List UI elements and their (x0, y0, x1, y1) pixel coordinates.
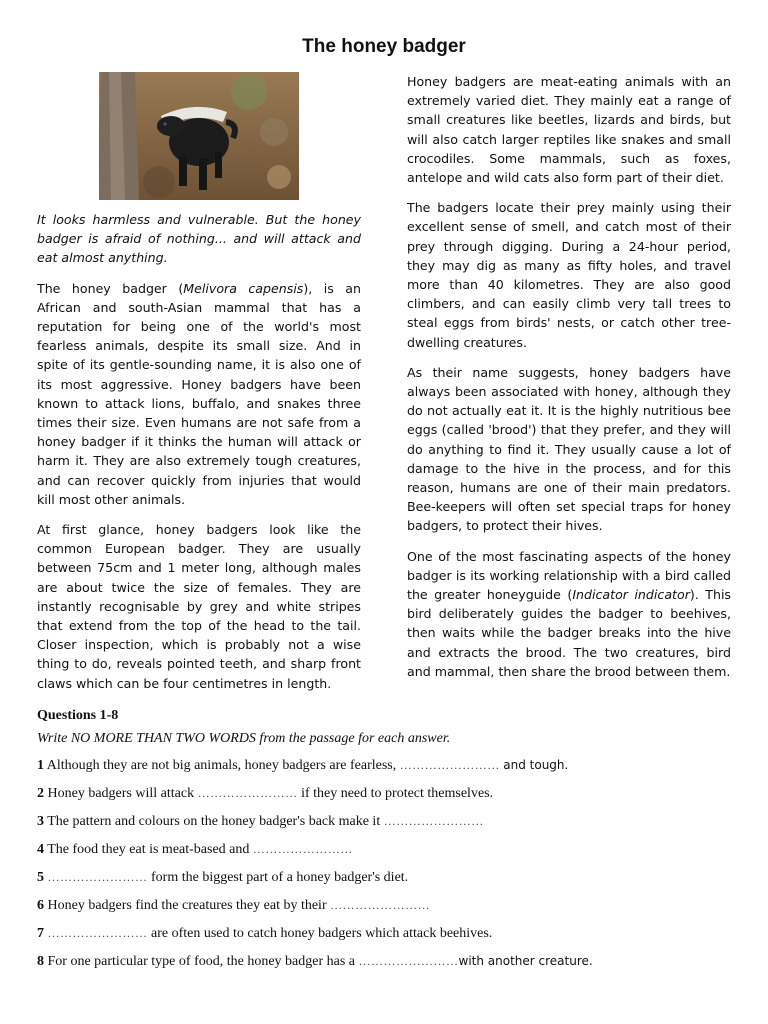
text: ), is an African and south-Asian mammal that has a reputation for being one of the world's most fearless animals, despite its small size. And in spite of its gentle-sounding name, it is also one of its most aggressive. Honey badgers have been known to attack lions, buffalo, and snakes three times their size. Even humans are not safe from a honey badger if it thinks the human will attack or harm it. They are also extremely tough creatures, and can recover quickly from injuries that would kill most other animals. (37, 280, 361, 507)
left-column (37, 210, 361, 704)
question-text: with another creature. (458, 954, 593, 968)
question-text: Honey badgers will attack (47, 786, 195, 801)
question-1 (37, 754, 737, 782)
text: One of the most fascinating aspects of the honey badger is its working relationship with a bird called the greater honeyguide ( (407, 548, 731, 603)
honey-badger-photo (99, 72, 299, 200)
question-6 (37, 894, 737, 922)
question-text: Honey badgers find the creatures they eat by their (47, 898, 327, 913)
question-8 (37, 950, 737, 978)
question-text: if they need to protect themselves. (301, 786, 494, 801)
question-text: For one particular type of food, the honey badger has a (47, 954, 356, 969)
question-5 (37, 866, 737, 894)
questions-heading: Questions 1-8 (37, 708, 119, 723)
question-7 (37, 922, 737, 950)
question-text: are often used to catch honey badgers which attack beehives. (151, 926, 493, 941)
question-number: 6 (37, 898, 44, 913)
question-number: 5 (37, 870, 44, 885)
answer-blank[interactable]: …………………… (47, 926, 148, 940)
answer-blank[interactable]: …………………… (358, 954, 459, 968)
question-number: 1 (37, 758, 44, 773)
paragraph-description (37, 279, 361, 509)
question-number: 8 (37, 954, 44, 969)
question-2 (37, 782, 737, 810)
question-number: 7 (37, 926, 44, 941)
question-number: 4 (37, 842, 44, 857)
answer-blank[interactable]: …………………… (330, 898, 431, 912)
question-number: 3 (37, 814, 44, 829)
text: ). This bird deliberately guides the badger to beehives, then waits while the badger breaks into the hive and extracts the brood. The two creatures, bird and mammal, then share the brood between them. (407, 587, 731, 679)
answer-blank[interactable]: …………………… (197, 786, 298, 800)
paragraph-hunting: The badgers locate their prey mainly using their excellent sense of smell, and catch most of their prey through digging. During a 24-hour period, they may dig as many as fifty holes, and travel more than 40 kilometres. They are also good climbers, and can easily climb very tall trees to steal eggs from birds' nests, or catch other tree-dwelling creatures. (407, 200, 731, 350)
question-text: and tough. (503, 758, 569, 772)
question-text: The food they eat is meat-based and (47, 842, 250, 857)
right-column (407, 72, 731, 692)
paragraph-appearance: At first glance, honey badgers look like the common European badger. They are usually between 75cm and 1 meter long, although males are about twice the size of females. They are instantly recognisable by grey and white stripes that extend from the top of the head to the tail. Closer inspection, which is probably not a wise thing to do, reveals pointed teeth, and sharp front claws which can be four centimetres in length. (37, 522, 361, 691)
intro-paragraph: It looks harmless and vulnerable. But the honey badger is afraid of nothing... and will attack and eat almost anything. (37, 212, 361, 266)
questions-instruction: Write NO MORE THAN TWO WORDS from the passage for each answer. (37, 731, 451, 746)
answer-blank[interactable]: …………………… (47, 870, 148, 884)
question-text: The pattern and colours on the honey badger's back make it (47, 814, 381, 829)
question-4 (37, 838, 737, 866)
question-3 (37, 810, 737, 838)
answer-blank[interactable]: …………………… (399, 758, 500, 772)
paragraph-honey: As their name suggests, honey badgers have always been associated with honey, although they do not actually eat it. It is the highly nutritious bee eggs (called 'brood') that they prefer, and they will do anything to find it. They usually cause a lot of damage to the hive in the process, and for this reason, humans are one of their main predators. Bee-keepers will often set special traps for honey badgers, to protect their hives. (407, 364, 731, 534)
latin-name: Indicator indicator (572, 587, 690, 603)
latin-name: Melivora capensis (183, 280, 304, 296)
text: The honey badger ( (37, 280, 184, 296)
question-text: form the biggest part of a honey badger's diet. (151, 870, 409, 885)
question-text: Although they are not big animals, honey badgers are fearless, (46, 758, 397, 773)
answer-blank[interactable]: …………………… (383, 814, 484, 828)
paragraph-honeyguide (407, 547, 731, 681)
question-number: 2 (37, 786, 44, 801)
answer-blank[interactable]: …………………… (252, 842, 353, 856)
paragraph-diet: Honey badgers are meat-eating animals with an extremely varied diet. They mainly eat a range of small creatures like beetles, lizards and birds, but will also catch larger reptiles like snakes and small crocodiles. Some mammals, such as foxes, antelope and wild cats also form part of their diet. (407, 74, 731, 186)
questions-section (37, 708, 737, 978)
page-title: The honey badger (302, 36, 466, 57)
